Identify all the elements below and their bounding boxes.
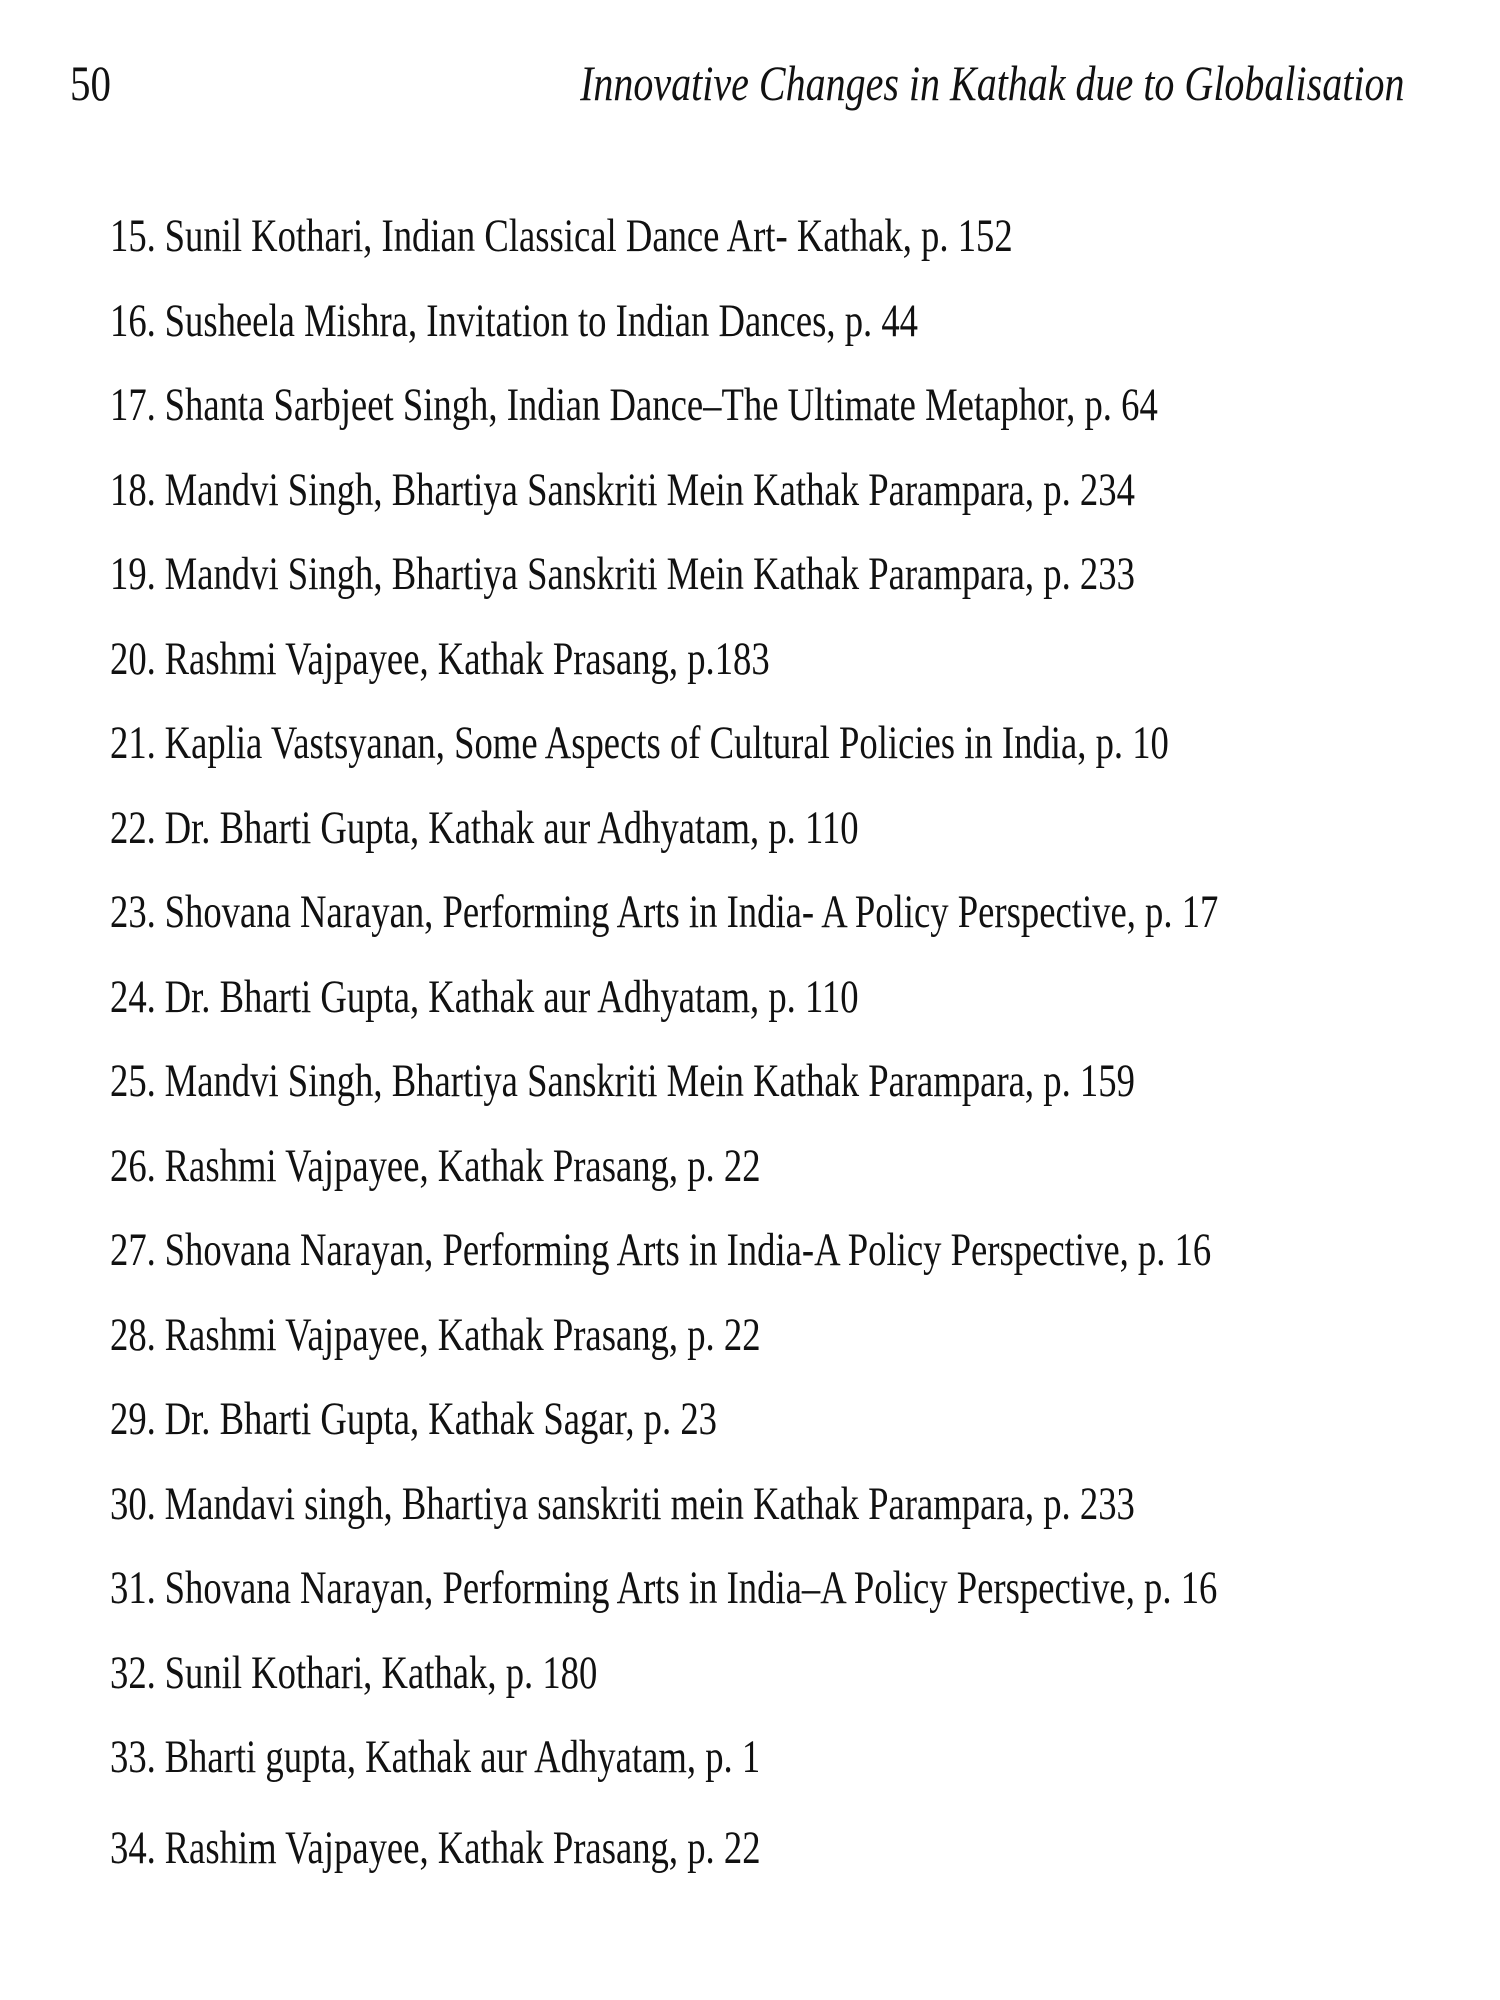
note-number: 23. [110, 886, 156, 939]
note-item [110, 279, 1380, 364]
note-item [110, 1546, 1380, 1631]
note-item [110, 1293, 1380, 1378]
note-item [110, 532, 1380, 617]
note-text: Sunil Kothari, Kathak, p. 180 [164, 1646, 598, 1699]
note-number: 33. [110, 1731, 156, 1784]
notes-list [110, 194, 1380, 1890]
note-number: 25. [110, 1055, 156, 1108]
note-item [110, 955, 1380, 1040]
note-number: 30. [110, 1477, 156, 1530]
note-number: 27. [110, 1224, 156, 1277]
note-number: 16. [110, 294, 156, 347]
note-number: 18. [110, 463, 156, 516]
note-text: Mandavi singh, Bhartiya sanskriti mein Kathak Parampara, p. 233 [164, 1477, 1135, 1530]
note-item [110, 786, 1380, 871]
note-text: Sunil Kothari, Indian Classical Dance Art- Kathak, p. 152 [164, 210, 1013, 263]
note-text: Mandvi Singh, Bhartiya Sanskriti Mein Kathak Parampara, p. 234 [164, 463, 1135, 516]
note-number: 17. [110, 379, 156, 432]
note-item [110, 701, 1380, 786]
note-text: Susheela Mishra, Invitation to Indian Dances, p. 44 [164, 294, 919, 347]
note-text: Rashmi Vajpayee, Kathak Prasang, p. 22 [164, 1139, 761, 1192]
note-item [110, 617, 1380, 702]
note-text: Rashmi Vajpayee, Kathak Prasang, p.183 [164, 632, 770, 685]
note-number: 32. [110, 1646, 156, 1699]
note-item [110, 1715, 1380, 1800]
note-number: 22. [110, 801, 156, 854]
note-number: 28. [110, 1308, 156, 1361]
note-number: 29. [110, 1393, 156, 1446]
note-item [110, 194, 1380, 279]
note-item [110, 1462, 1380, 1547]
note-text: Dr. Bharti Gupta, Kathak Sagar, p. 23 [164, 1393, 717, 1446]
note-text: Shanta Sarbjeet Singh, Indian Dance–The Ultimate Metaphor, p. 64 [164, 379, 1158, 432]
note-item [110, 870, 1380, 955]
note-number: 15. [110, 210, 156, 263]
note-text: Shovana Narayan, Performing Arts in India- A Policy Perspective, p. 17 [164, 886, 1219, 939]
note-item [110, 1631, 1380, 1716]
note-text: Rashmi Vajpayee, Kathak Prasang, p. 22 [164, 1308, 761, 1361]
note-item [110, 1806, 1380, 1891]
note-text: Dr. Bharti Gupta, Kathak aur Adhyatam, p. 110 [164, 970, 859, 1023]
note-item [110, 1039, 1380, 1124]
note-number: 24. [110, 970, 156, 1023]
note-number: 31. [110, 1562, 156, 1615]
note-item [110, 363, 1380, 448]
running-title: Innovative Changes in Kathak due to Globalisation [579, 55, 1404, 111]
note-number: 19. [110, 548, 156, 601]
note-item [110, 448, 1380, 533]
page-header [70, 48, 1404, 118]
note-number: 34. [110, 1821, 156, 1874]
note-item [110, 1208, 1380, 1293]
note-item [110, 1124, 1380, 1209]
note-number: 21. [110, 717, 156, 770]
note-number: 26. [110, 1139, 156, 1192]
note-number: 20. [110, 632, 156, 685]
note-text: Mandvi Singh, Bhartiya Sanskriti Mein Kathak Parampara, p. 233 [164, 548, 1135, 601]
note-text: Bharti gupta, Kathak aur Adhyatam, p. 1 [164, 1731, 761, 1784]
note-item [110, 1377, 1380, 1462]
note-text: Dr. Bharti Gupta, Kathak aur Adhyatam, p. 110 [164, 801, 859, 854]
page-number: 50 [70, 55, 111, 111]
note-text: Shovana Narayan, Performing Arts in India–A Policy Perspective, p. 16 [164, 1562, 1218, 1615]
note-text: Kaplia Vastsyanan, Some Aspects of Cultural Policies in India, p. 10 [164, 717, 1169, 770]
note-text: Rashim Vajpayee, Kathak Prasang, p. 22 [164, 1821, 761, 1874]
note-text: Shovana Narayan, Performing Arts in India-A Policy Perspective, p. 16 [164, 1224, 1212, 1277]
note-text: Mandvi Singh, Bhartiya Sanskriti Mein Kathak Parampara, p. 159 [164, 1055, 1135, 1108]
